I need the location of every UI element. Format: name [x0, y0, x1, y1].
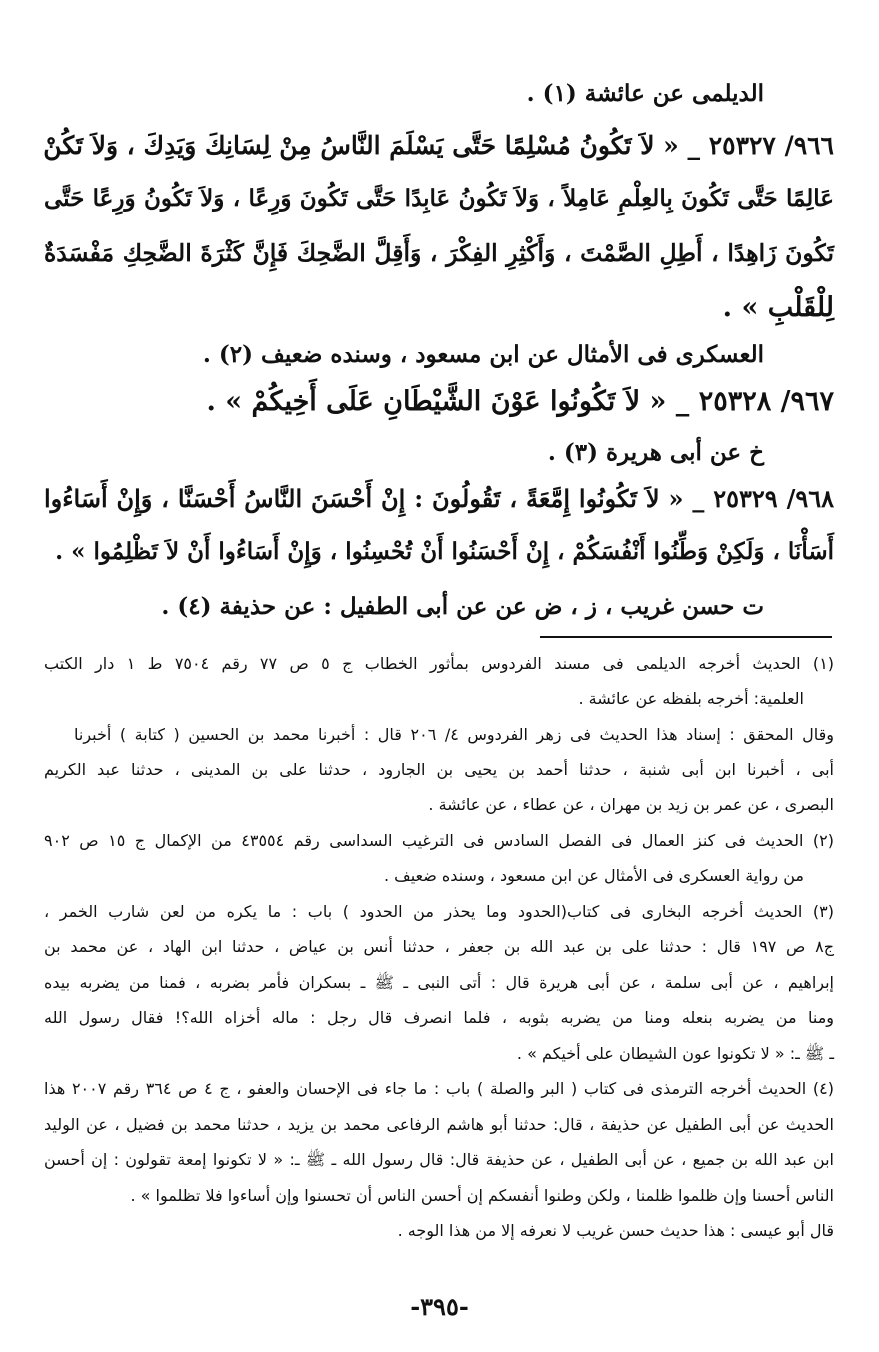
hadith-text-968: أَسَأْنَا ، وَلَكِنْ وَطِّنُوا أَنْفُسَكُمْ ، إِنْ أَحْسَنُوا أَنْ تُحْسِنُوا ، وَإِنْ أَسَاءُوا أَنْ لاَ تَظْلِمُوا » .: [55, 538, 834, 565]
hadith-text-966: تَكُونَ زَاهِدًا ، أَطِلِ الصَّمْتَ ، وَأَكْثِرِ الفِكْرَ ، وَأَقِلَّ الضَّحِكَ فَإِنَّ كَثْرَةَ الضَّحِكِ مَفْسَدَةٌ: [44, 239, 834, 267]
footnote-3: ـ ﷺ ـ: « لا تكونوا عون الشيطان على أخيكم » .: [516, 1044, 834, 1063]
footnote-4: قال أبو عيسى : هذا حديث حسن غريب لا نعرفه إلا من هذا الوجه .: [397, 1221, 834, 1240]
footnote-4: ابن عبد الله بن جميع ، عن أبى الطفيل ، عن حذيفة قال: قال رسول الله ـ ﷺ ـ: « لا تكونوا إمعة تقولون : إن أحسن: [44, 1150, 834, 1169]
footnote-3: (٣) الحديث أخرجه البخارى فى كتاب(الحدود وما يحذر من الحدود ) باب : ما يكره من لعن شارب الخمر ،: [44, 902, 834, 921]
footnote-1: أبى ، أخبرنا ابن أبى شنبة ، حدثنا أحمد بن يحيى بن الجارود ، حدثنا على بن المدينى ، حدثنا عبد الكريم: [44, 760, 834, 779]
hadith-text-967: ٩٦٧/ ٢٥٣٢٨ _ « لاَ تَكُونُوا عَوْنَ الشَّيْطَانِ عَلَى أَخِيكُمْ » .: [206, 386, 834, 417]
footnote-3: ومنا من يضربه بنعله ومنا من يضربه بثوبه ، فلما انصرف قال رجل : ماله أخزاه الله؟! فقال رسول الله: [44, 1008, 834, 1027]
source-attribution: ت حسن غريب ، ز ، ض عن عن أبى الطفيل : عن حذيفة (٤) .: [161, 593, 764, 620]
hadith-text-966: ٩٦٦/ ٢٥٣٢٧ _ « لاَ تَكُونُ مُسْلِمًا حَتَّى يَسْلَمَ النَّاسُ مِنْ لِسَانِكَ وَيَدِكَ ، وَلاَ تَكُنْ: [43, 131, 834, 160]
footnote-4: (٤) الحديث أخرجه الترمذى فى كتاب ( البر والصلة ) باب : ما جاء فى الإحسان والعفو ، ج ٤ ص ٣٦٤ رقم ٢٠٠٧ هذا: [44, 1079, 834, 1098]
footnote-1: البصرى ، عن عمر بن زيد بن مهران ، عن عطاء ، عن عائشة .: [428, 795, 834, 814]
footnote-3: ج٨ ص ١٩٧ قال : حدثنا على بن عبد الله بن جعفر ، حدثنا أنس بن عياض ، حدثنا ابن الهاد ، عن محمد بن: [44, 937, 835, 956]
footnote-2: (٢) الحديث فى كنز العمال فى الفصل السادس فى الترغيب السداسى رقم ٤٣٥٥٤ من الإكمال ج ١٥ ص ٩٠٢: [44, 831, 835, 850]
source-attribution: الديلمى عن عائشة (١) .: [526, 80, 764, 107]
footnote-3: إبراهيم ، عن أبى سلمة ، عن أبى هريرة قال : أتى النبى ـ ﷺ ـ بسكران فأمر بضربه ، فمنا من يضربه بيده: [44, 973, 834, 992]
page-number: -٣٩٥-: [410, 1292, 469, 1321]
footnote-1: (١) الحديث أخرجه الديلمى فى مسند الفردوس بمأثور الخطاب ج ٥ ص ٧٧ رقم ٧٥٠٤ ط ١ دار الكتب: [44, 654, 835, 673]
footnote-2: من رواية العسكرى فى الأمثال عن ابن مسعود ، وسنده ضعيف .: [383, 866, 804, 885]
hadith-text-966: عَالِمًا حَتَّى تَكُونَ بِالعِلْمِ عَامِلاً ، وَلاَ تَكُونُ عَابِدًا حَتَّى تَكُونَ وَرِعًا ، وَلاَ تَكُونُ وَرِعًا حَتَّى: [44, 185, 834, 212]
source-attribution: العسكرى فى الأمثال عن ابن مسعود ، وسنده ضعيف (٢) .: [202, 341, 764, 368]
footnote-separator: [540, 636, 832, 638]
footnote-4: الناس أحسنا وإن ظلموا ظلمنا ، ولكن وطنوا أنفسكم إن أحسن الناس أن تحسنوا وإن أساءوا فلا تظلموا » .: [130, 1186, 834, 1205]
footnote-1: وقال المحقق : إسناد هذا الحديث فى زهر الفردوس ٤/ ٢٠٦ قال : أخبرنا محمد بن الحسين ( كتابة ) أخبرنا: [74, 725, 835, 744]
hadith-text-966: لِلْقَلْبِ » .: [722, 292, 834, 323]
footnote-4: الحديث عن أبى الطفيل عن حذيفة ، قال: حدثنا أبو هاشم الرفاعى محمد بن يزيد ، حدثنا محمد بن فضيل ، عن الوليد: [44, 1115, 834, 1134]
footnote-1: العلمية: أخرجه بلفظه عن عائشة .: [578, 689, 804, 708]
hadith-text-968: ٩٦٨/ ٢٥٣٢٩ _ « لاَ تَكُونُوا إِمَّعَةً ، تَقُولُونَ : إِنْ أَحْسَنَ النَّاسُ أَحْسَنَّا ، وَإِنْ أَسَاءُوا: [44, 484, 835, 513]
source-attribution: خ عن أبى هريرة (٣) .: [547, 439, 764, 466]
